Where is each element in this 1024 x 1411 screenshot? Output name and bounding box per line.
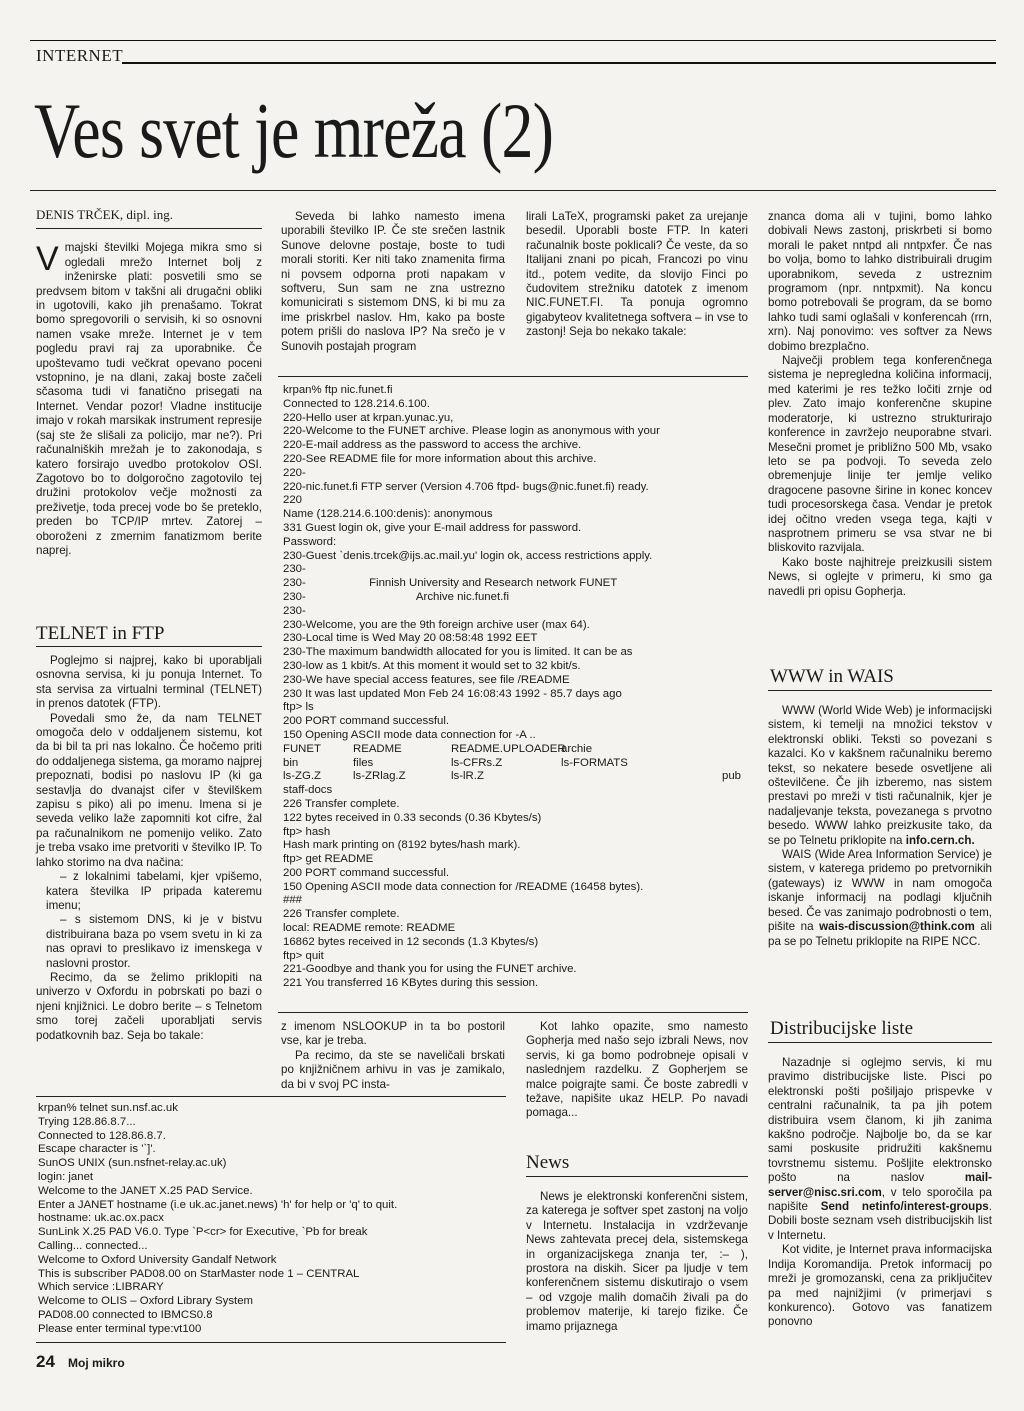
- terminal-line: login: janet: [38, 1170, 94, 1183]
- terminal-line: 230-We have special access features, see file /README: [283, 673, 570, 686]
- list-item: – s sistemom DNS, ki je v bistvu distribuirana baza po vsem svetu in ki za nas opravi to preslikavo iz imenskega v naslovni prostor.: [46, 913, 262, 970]
- terminal-line: krpan% telnet sun.nsf.ac.uk: [38, 1102, 178, 1114]
- column-2-bottom: [281, 1020, 505, 1092]
- terminal-line: SunLink X.25 PAD V6.0. Type `P<cr> for Executive, `Pb for break: [38, 1226, 368, 1239]
- terminal-line: Please enter terminal type:vt100: [38, 1322, 202, 1335]
- command-text: Send netinfo/interest-groups: [820, 1200, 989, 1214]
- terminal-line: 226 Transfer complete.: [283, 908, 400, 921]
- paragraph: News je elektronski konferenčni sistem, za katerega je softver spet zastonj na voljo v Internetu. Instalacija in vzdrževanje News zahtevata precej dela, sistemskega in organizacijskega znanja ter, :– ), prostora na diskih. Sicer pa ljudje v tem konferenčnem sistemu diskutirajo o vsem – od vzgoje malih domačih živali pa do problemov materije, ki tarejo fizike. Če imamo prijaznega: [526, 1190, 748, 1333]
- subhead-telnet-ftp: TELNET in FTP: [36, 623, 165, 644]
- listing-row: [283, 757, 753, 771]
- paragraph: Povedali smo že, da nam TELNET omogoča delo v oddaljenem sistemu, kot da bi bil ta pri nas lokalno. Če hočemo priti do oddaljenega sistema, ga moramo najprej prepoznati, bodisi po naslovu IP (ki ga sestavlja do dvanajst cifer v številškem zapisu s piko) ali po imenu. Imena si je seveda veliko laže zapomniti kot cifre, žal pa računalnikom ne pomenijo veliko. Zato je treba vsako ime pretvoriti v številko IP. To lahko storimo na dva načina:: [36, 711, 262, 869]
- terminal-line: PAD08.00 connected to IBMCS0.8: [38, 1308, 213, 1321]
- subhead-www-wais: WWW in WAIS: [770, 666, 894, 687]
- terminal-line: Hash mark printing on (8192 bytes/hash mark).: [283, 839, 521, 852]
- terminal-line: Trying 128.86.8.7...: [38, 1115, 136, 1128]
- paragraph: ali pa se po Telnetu priklopite na RIPE NCC.: [768, 920, 992, 948]
- terminal-line: 220-nic.funet.fi FTP server (Version 4.706 ftpd- bugs@nic.funet.fi) ready.: [283, 480, 649, 493]
- listing-cell: ls-lR.Z: [451, 770, 484, 783]
- subhead-rule-1: [36, 646, 262, 647]
- listing-cell: archie: [561, 742, 593, 755]
- listing-row: [283, 770, 753, 784]
- host-name: info.cern.ch.: [905, 833, 975, 847]
- terminal-line: Welcome to Oxford University Gandalf Network: [38, 1253, 277, 1266]
- subhead-rule-news: [526, 1176, 748, 1177]
- list-item: – z lokalnimi tabelami, kjer vpišemo, katera številka IP pripada kateremu imenu;: [46, 870, 262, 912]
- terminal-line: 220-See README file for more information about this archive.: [283, 452, 597, 465]
- terminal-line: 221-Goodbye and thank you for using the FUNET archive.: [283, 963, 577, 976]
- terminal-line: 230-Welcome, you are the 9th foreign archive user (max 64).: [283, 618, 590, 631]
- telnet-box-top-rule: [36, 1096, 506, 1097]
- listing-cell: README.UPLOADER: [451, 742, 566, 755]
- terminal-line: 331 Guest login ok, give your E-mail address for password.: [283, 521, 582, 534]
- telnet-session: [38, 1102, 508, 1337]
- terminal-line: 226 Transfer complete.: [283, 797, 400, 810]
- terminal-line: local: README remote: README: [283, 922, 456, 935]
- column-1-body: [36, 654, 262, 1043]
- terminal-line: 220-Hello user at krpan.yunac.yu,: [283, 411, 454, 424]
- terminal-line: 16862 bytes received in 12 seconds (1.3 Kbytes/s): [283, 935, 539, 948]
- headline-rule: [30, 190, 996, 191]
- ftp-session: [283, 384, 753, 991]
- listing-cell: bin: [283, 756, 299, 769]
- paragraph: Kot vidite, je Internet prava informacijska Indija Koromandija. Pretok informacij po mreži je gromozanski, cena za priključitev pa med najnižjimi (v primerjavi s konkurenco). Gotovo vas fanatizem ponovno: [768, 1243, 992, 1329]
- terminal-line: Connected to 128.214.6.100.: [283, 397, 430, 410]
- terminal-line: 220-E-mail address as the password to access the archive.: [283, 439, 582, 452]
- paragraph: Največji problem tega konferenčnega sistema je nepregledna količina informacij, med katerimi je res težko ločiti zrnje od plev. Zato imajo konferenčne skupine moderatorje, ki ustrezno strukturirajo konference in zavržejo neuporabne stvari. Mesečni promet je približno 500 Mb, vsako leto se pa podvoji. To seveda zelo obremenjuje linije ter jemlje veliko dragocene pasovne širine in konec koncev tudi procesorskega časa. Vendar je pretok idej očitno vreden vsega tega, kajti v nasprotnem primeru se vsa stvar ne bi bliskovito razvijala.: [768, 354, 992, 555]
- terminal-line: 221 You transferred 16 KBytes during this session.: [283, 977, 539, 990]
- magazine-name: Moj mikro: [68, 1356, 125, 1370]
- column-3-news: [526, 1190, 748, 1334]
- listing-cell: [671, 784, 741, 798]
- paragraph: Pa recimo, da ste se naveličali brskati po knjižničnem arhivu in vas je zamikalo, da bi v svoj PC insta-: [281, 1048, 505, 1091]
- terminal-line: 122 bytes received in 0.33 seconds (0.36 Kbytes/s): [283, 811, 542, 824]
- paragraph: Nazadnje si oglejmo servis, ki mu pravimo distribucijske liste. Pisci po elektronski pošti pošiljajo prispevke v centralni računalnik, ta pa jih potem distribuira vsem članom, ki jih zanima kakšno področje. Najbolje bo, da se kar sami poskusite pridružiti kakšnemu tovrstnemu sistemu. Pošljite elektronsko pošto na naslov: [768, 1056, 992, 1185]
- listing-cell: [561, 784, 671, 798]
- paragraph: lirali LaTeX, programski paket za urejanje besedil. Uporabli boste FTP. In kateri računalnik boste poklicali? Če veste, da so Italijani znani po picah, Francozi po vinu itd., potem vedite, da slovijo Finci po čudovitem strežniku datotek z imenom NIC.FUNET.FI. Ta ponuja ogromno gigabyteov kvalitetnega softvera – in vse to zastonj! Seja bo nekako takale:: [526, 210, 748, 339]
- email-address: mail- server@nisc.sri.com: [768, 1171, 992, 1199]
- listing-cell: README: [353, 742, 402, 755]
- terminal-line: 230-The maximum bandwidth allocated for you is limited. It can be as: [283, 646, 633, 659]
- column-4-lists: [768, 1056, 992, 1330]
- terminal-line: Connected to 128.86.8.7.: [38, 1129, 166, 1142]
- paragraph: WAIS (Wide Area Information Service) je sistem, v katerega pridemo po pretvornikih (gateways) iz WWW in nam omogoča iskanje informacij na podlagi ključnih besed. Če vas zanimajo podrobnosti o tem, pišite na: [768, 848, 992, 934]
- terminal-line: krpan% ftp nic.funet.fi: [283, 384, 393, 396]
- paragraph: Recimo, da se želimo priklopiti na univerzo v Oxfordu in pobrskati po bazi o njeni knjižnici. Le dobro berite – s Telnetom smo torej začeli uporabljati servis podatkovnih baz. Seja bo takale:: [36, 970, 262, 1042]
- paragraph: WWW (World Wide Web) je informacijski sistem, ki temelji na množici tekstov v elektronski obliki. Teksti so povezani s kazalci. Ko v kakšnem računalniku beremo tekst, so nekatere besede osvetljene ali oštevilčene. Če jih izberemo, nas sistem prestavi po mreži v tisti računalnik, kjer je nadaljevanje teksta, povezanega s prvotno besedo. WWW lahko preizkusite tako, da se po Telnetu priklopite na: [768, 704, 992, 847]
- terminal-line: 150 Opening ASCII mode data connection for /README (16458 bytes).: [283, 880, 644, 893]
- terminal-line: 230 It was last updated Mon Feb 24 16:08:43 1992 - 85.7 days ago: [283, 687, 622, 700]
- paragraph: Poglejmo si najprej, kako bi uporabljali osnovna servisa, ki ju ponuja Internet. To sta servisa za virtualni terminal (TELNET) in prenos datotek (FTP).: [36, 654, 262, 711]
- section-rule: [122, 62, 996, 64]
- terminal-line: 230- Archive nic.funet.fi: [283, 590, 509, 603]
- terminal-line: Welcome to OLIS – Oxford Library System: [38, 1295, 254, 1308]
- terminal-line: Welcome to the JANET X.25 PAD Service.: [38, 1184, 253, 1197]
- terminal-line: ftp> hash: [283, 825, 331, 838]
- listing-cell: [451, 784, 561, 798]
- paragraph: znanca doma ali v tujini, bomo lahko dobivali News zastonj, priskrbeti si bomo morali le paket nntpd ali nntpxfer. Če nas bo volja, bomo to lahko distribuirali drugim uporabnikom, seveda z ustreznim programom (npr. nntpxmit). Na koncu bomo potrebovali še program, da se bomo lahko tudi sami oglašali v konferencah (rrn, xrn). Naj ponovimo: ves softver za News dobimo brezplačno.: [768, 210, 992, 353]
- subhead-rule-www: [768, 690, 992, 691]
- paragraph: , v telo sporočila pa napišite: [768, 1185, 992, 1214]
- terminal-line: Escape character is '`]'.: [38, 1143, 156, 1156]
- terminal-line: 200 PORT command successful.: [283, 715, 450, 728]
- listing-cell: ls-ZG.Z: [283, 770, 321, 783]
- paragraph: Seveda bi lahko namesto imena uporabili številko IP. Če ste srečen lastnik Sunove delovne postaje, boste to tudi morali storiti. Ker niti tako znamenita firma ni povsem odporna proti napakam v softveru, Sun sam ne zna ustrezno komunicirati s sistemom DNS, ki bi mu za ime priskrbel naslov. Hm, kako pa boste potem prišli do naslova IP? Na srečo je v Sunovih postajah program: [281, 210, 505, 353]
- paragraph: Kako boste najhitreje preizkusili sistem News, si oglejte v primeru, ki smo ga navedli pri opisu Gopherja.: [768, 555, 992, 598]
- listing-cell: files: [353, 756, 374, 769]
- listing-cell: [561, 770, 671, 784]
- headline: Ves svet je mreža (2): [34, 87, 554, 174]
- terminal-line: ftp> quit: [283, 949, 324, 962]
- terminal-line: 150 Opening ASCII mode data connection for -A ..: [283, 728, 536, 741]
- listing-cell: [353, 784, 451, 798]
- byline: DENIS TRČEK, dipl. ing.: [36, 207, 173, 222]
- subhead-rule-lists: [768, 1042, 992, 1043]
- listing-cell: ls-CFRs.Z: [451, 756, 503, 769]
- terminal-line: SunOS UNIX (sun.nsfnet-relay.ac.uk): [38, 1157, 227, 1170]
- page-number: 24: [36, 1352, 55, 1371]
- subhead-distribucijske-liste: Distribucijske liste: [770, 1018, 914, 1039]
- paragraph: . Dobili boste seznam vseh distribucijskih list v Internetu.: [768, 1200, 992, 1242]
- listing-row: [283, 743, 753, 757]
- terminal-line: 220: [283, 494, 303, 507]
- subhead-news: News: [526, 1152, 570, 1173]
- terminal-line: 230-: [283, 604, 306, 617]
- ftp-box-top-rule: [278, 376, 748, 377]
- drop-cap: V: [36, 240, 59, 279]
- terminal-line: 230- Finnish University and Research network FUNET: [283, 577, 618, 590]
- byline-rule: [36, 228, 262, 229]
- ftp-box-bottom-rule: [278, 1012, 748, 1013]
- terminal-line: Password:: [283, 535, 337, 548]
- section-label: INTERNET: [36, 46, 124, 65]
- listing-cell: ls-ZRlag.Z: [353, 770, 406, 783]
- terminal-line: Name (128.214.6.100:denis): anonymous: [283, 508, 493, 521]
- column-1: [36, 208, 262, 558]
- terminal-line: 230-: [283, 563, 306, 576]
- intro-paragraph: Vmajski številki Mojega mikra smo si ogledali mrežo Internet bolj z inženirske plati: posvetili smo se predvsem bitom v takšni ali drugačni obliki in ugotovili, kako jih prenašamo. Tokrat bomo spregovorili o servisih, ki so osnovni namen vsake mreže. Internet je v tem pogledu pravi raj za uporabnike. Če upoštevamo tudi večkrat opevano poceni vstopnino, je na dlani, zakaj boste začeli sčasoma tudi vi fanatično prisegati na Internet. Vendar pozor! Vladne institucije imajo v rokah marsikak instrument represije (saj ste že slišali za policijo, mar ne?). Pri računalniških mrežah je to zakonodaja, s katero forsirajo uvedbo protokolov OSI. Zagotovo bo to dolgoročno zagotovilo tej družini protokolov večje možnosti za preživetje, toda precej vode bo še preteklo, preden bo TCP/IP mrtev. Zatorej – oboroženi z zmernim fanatizmom berite naprej.: [36, 240, 262, 557]
- listing-cell: [671, 743, 741, 757]
- telnet-box-bottom-rule: [36, 1342, 506, 1343]
- column-3-bottom: [526, 1020, 748, 1121]
- terminal-line: Enter a JANET hostname (i.e uk.ac.janet.news) 'h' for help or 'q' to quit.: [38, 1198, 398, 1211]
- terminal-line: 230-Local time is Wed May 20 08:58:48 1992 EET: [283, 632, 538, 645]
- column-4-www: [768, 704, 992, 949]
- terminal-line: 220-: [283, 466, 306, 479]
- terminal-line: 230-Guest `denis.trcek@ijs.ac.mail.yu' login ok, access restrictions apply.: [283, 549, 653, 562]
- terminal-line: ftp> ls: [283, 701, 314, 714]
- listing-row: [283, 784, 753, 798]
- paragraph: z imenom NSLOOKUP in ta bo postoril vse, kar je treba.: [281, 1020, 505, 1048]
- terminal-line: 230-low as 1 kbit/s. At this moment it would set to 32 kbit/s.: [283, 659, 581, 672]
- listing-cell: pub: [721, 770, 741, 783]
- paragraph: Kot lahko opazite, smo namesto Gopherja med našo sejo izbrali News, nov servis, ki ga bomo podrobneje opisali v naslednjem razdelku. Z Gopherjem se malce poigrajte sami. Če boste zabredli v težave, napišite ukaz HELP. Po navadi pomaga...: [526, 1020, 748, 1120]
- terminal-line: ###: [283, 894, 303, 907]
- listing-cell: [671, 757, 741, 771]
- listing-cell: ls-FORMATS: [561, 756, 628, 769]
- terminal-line: Calling... connected...: [38, 1239, 148, 1252]
- terminal-line: 220-Welcome to the FUNET archive. Please login as anonymous with your: [283, 425, 660, 438]
- listing-cell: staff-docs: [283, 784, 333, 797]
- column-3: [526, 210, 748, 340]
- terminal-line: hostname: uk.ac.ox.pacx: [38, 1212, 164, 1225]
- terminal-line: ftp> get README: [283, 853, 374, 866]
- terminal-line: This is subscriber PAD08.00 on StarMaster node 1 – CENTRAL: [38, 1267, 360, 1280]
- column-2: [281, 210, 505, 354]
- listing-cell: FUNET: [283, 742, 321, 755]
- terminal-line: 200 PORT command successful.: [283, 866, 450, 879]
- terminal-line: Which service :LIBRARY: [38, 1281, 164, 1294]
- email-address: wais-discussion@think.com: [819, 920, 975, 934]
- column-4: [768, 210, 992, 599]
- top-rule: [30, 40, 996, 41]
